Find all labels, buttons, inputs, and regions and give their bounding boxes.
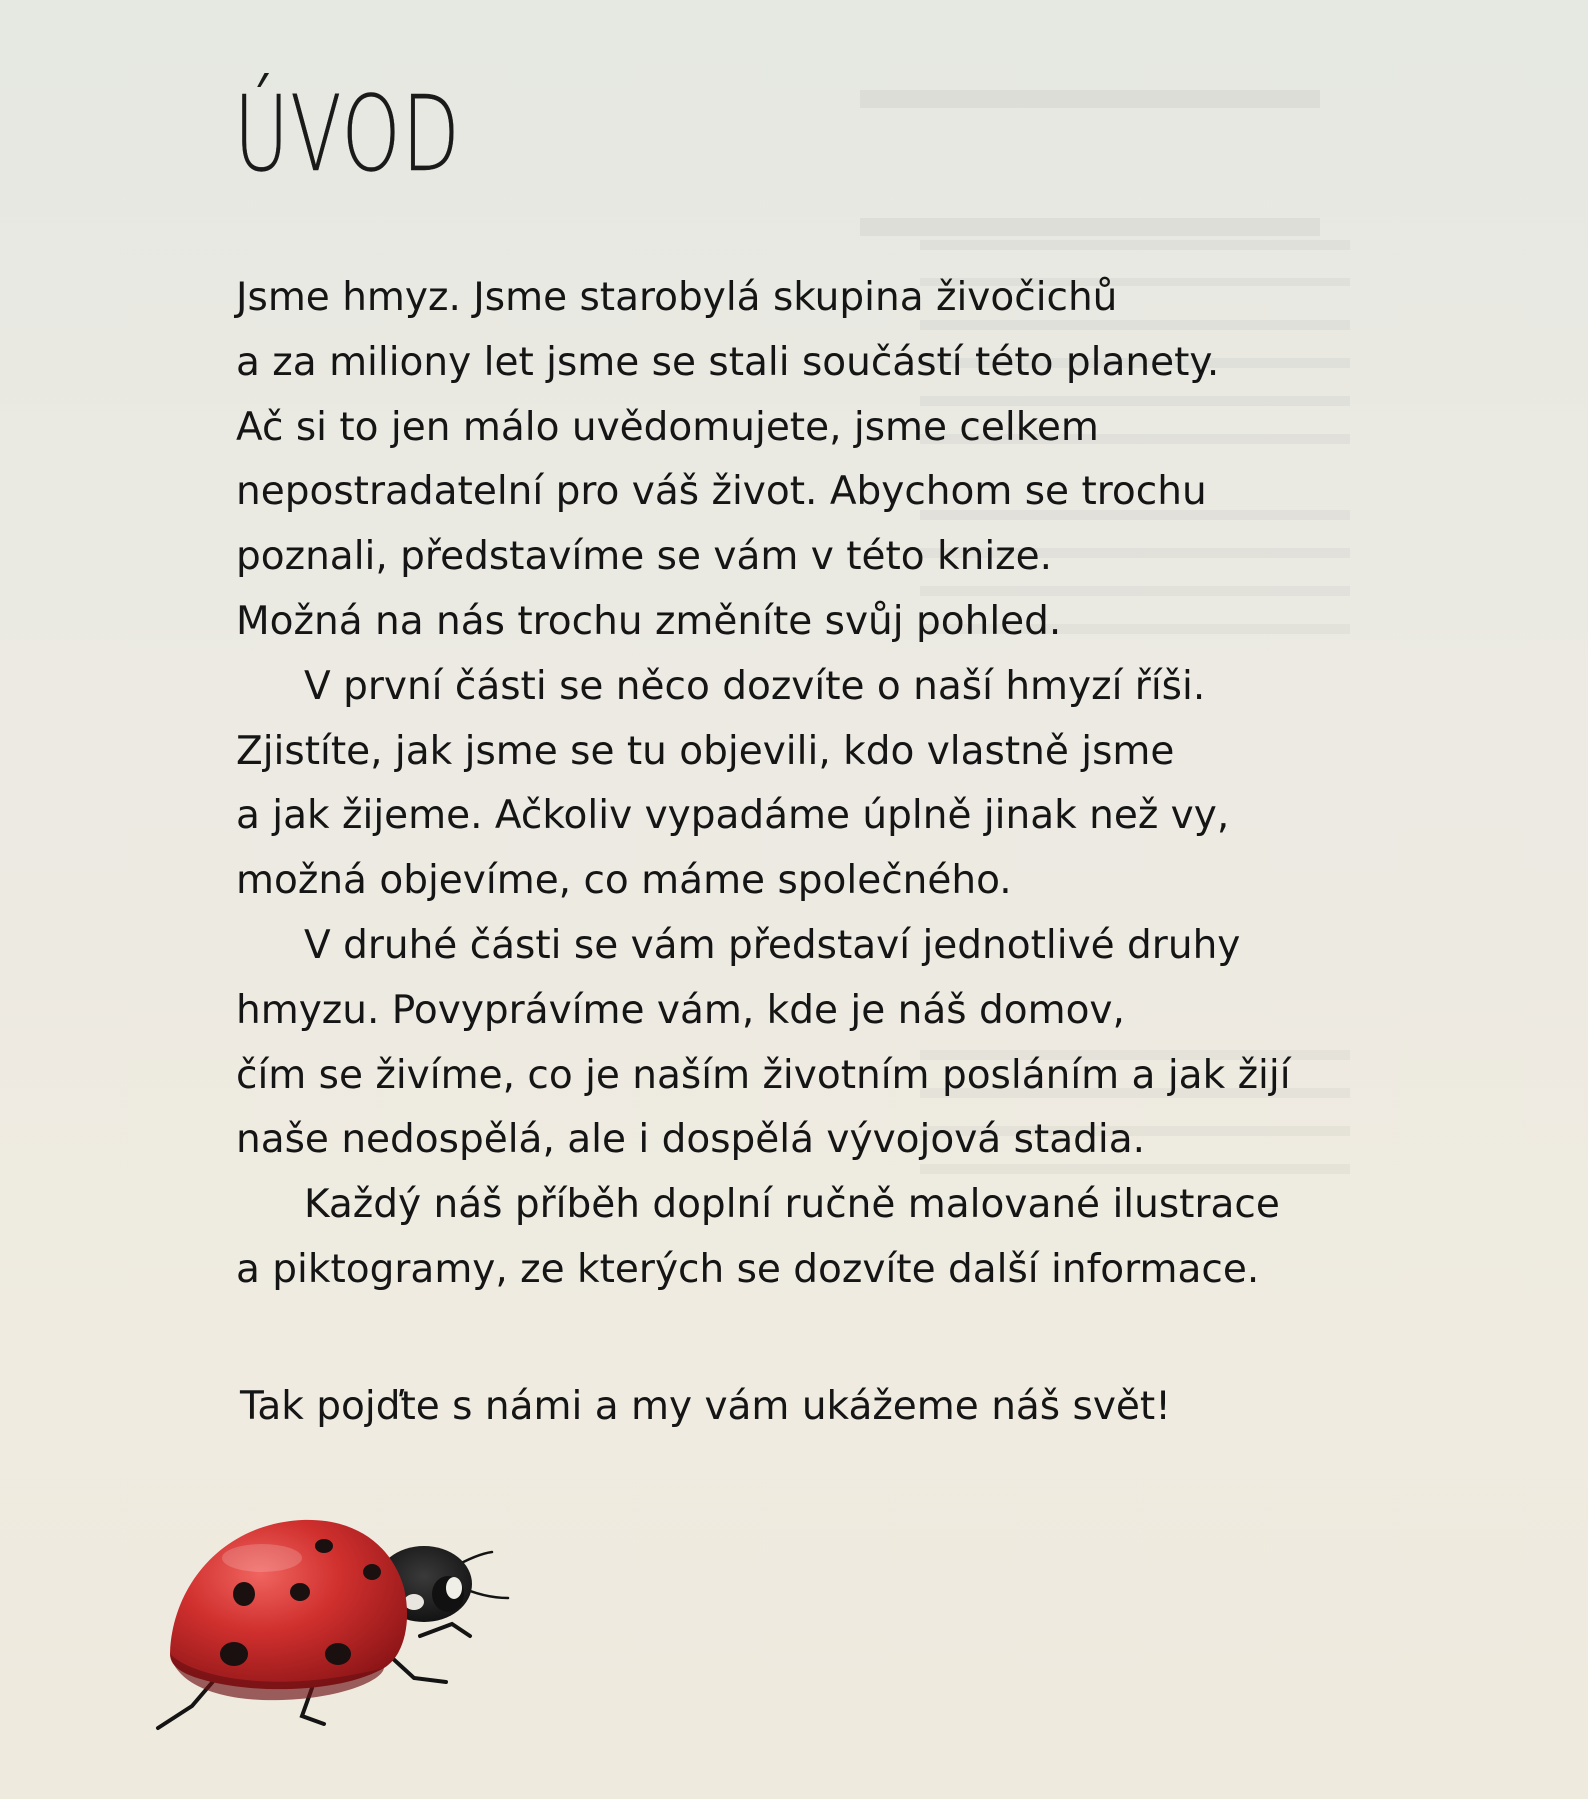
text-line: Jsme hmyz. Jsme starobylá skupina živočichů	[236, 275, 1118, 320]
text-line: Každý náš příběh doplní ručně malované ilustrace	[304, 1182, 1280, 1228]
text-line: poznali, představíme se vám v této knize.	[236, 534, 1053, 580]
text-line: V druhé části se vám představí jednotlivé druhy	[304, 922, 1241, 968]
closing-line: Tak pojďte s námi a my vám ukážeme náš svět!	[240, 1384, 1171, 1429]
text-line: Zjistíte, jak jsme se tu objevili, kdo vlastně jsme	[236, 728, 1175, 774]
text-line: čím se živíme, co je naším životním posláním a jak žijí	[236, 1052, 1291, 1098]
text-line: a jak žijeme. Ačkoliv vypadáme úplně jinak než vy,	[236, 793, 1230, 839]
text-line: naše nedospělá, ale i dospělá vývojová stadia.	[236, 1117, 1145, 1163]
text-line: V první části se něco dozvíte o naší hmyzí říši.	[304, 663, 1206, 709]
text-line: Ač si to jen málo uvědomujete, jsme celkem	[236, 404, 1099, 450]
text-line: možná objevíme, co máme společného.	[236, 858, 1012, 904]
text-line: nepostradatelní pro váš život. Abychom se trochu	[236, 469, 1207, 515]
ladybug-icon	[152, 1506, 532, 1736]
ladybug-shell	[170, 1520, 407, 1689]
bleed-through-heading	[860, 90, 1320, 236]
text-line: hmyzu. Povyprávíme vám, kde je náš domov,	[236, 987, 1125, 1033]
text-line: Možná na nás trochu změníte svůj pohled.	[236, 598, 1062, 644]
text-line: a piktogramy, ze kterých se dozvíte další informace.	[236, 1246, 1260, 1292]
text-line: a za miliony let jsme se stali součástí této planety.	[236, 339, 1220, 385]
intro-text	[236, 266, 1396, 1303]
page-title: ÚVOD	[234, 73, 462, 195]
